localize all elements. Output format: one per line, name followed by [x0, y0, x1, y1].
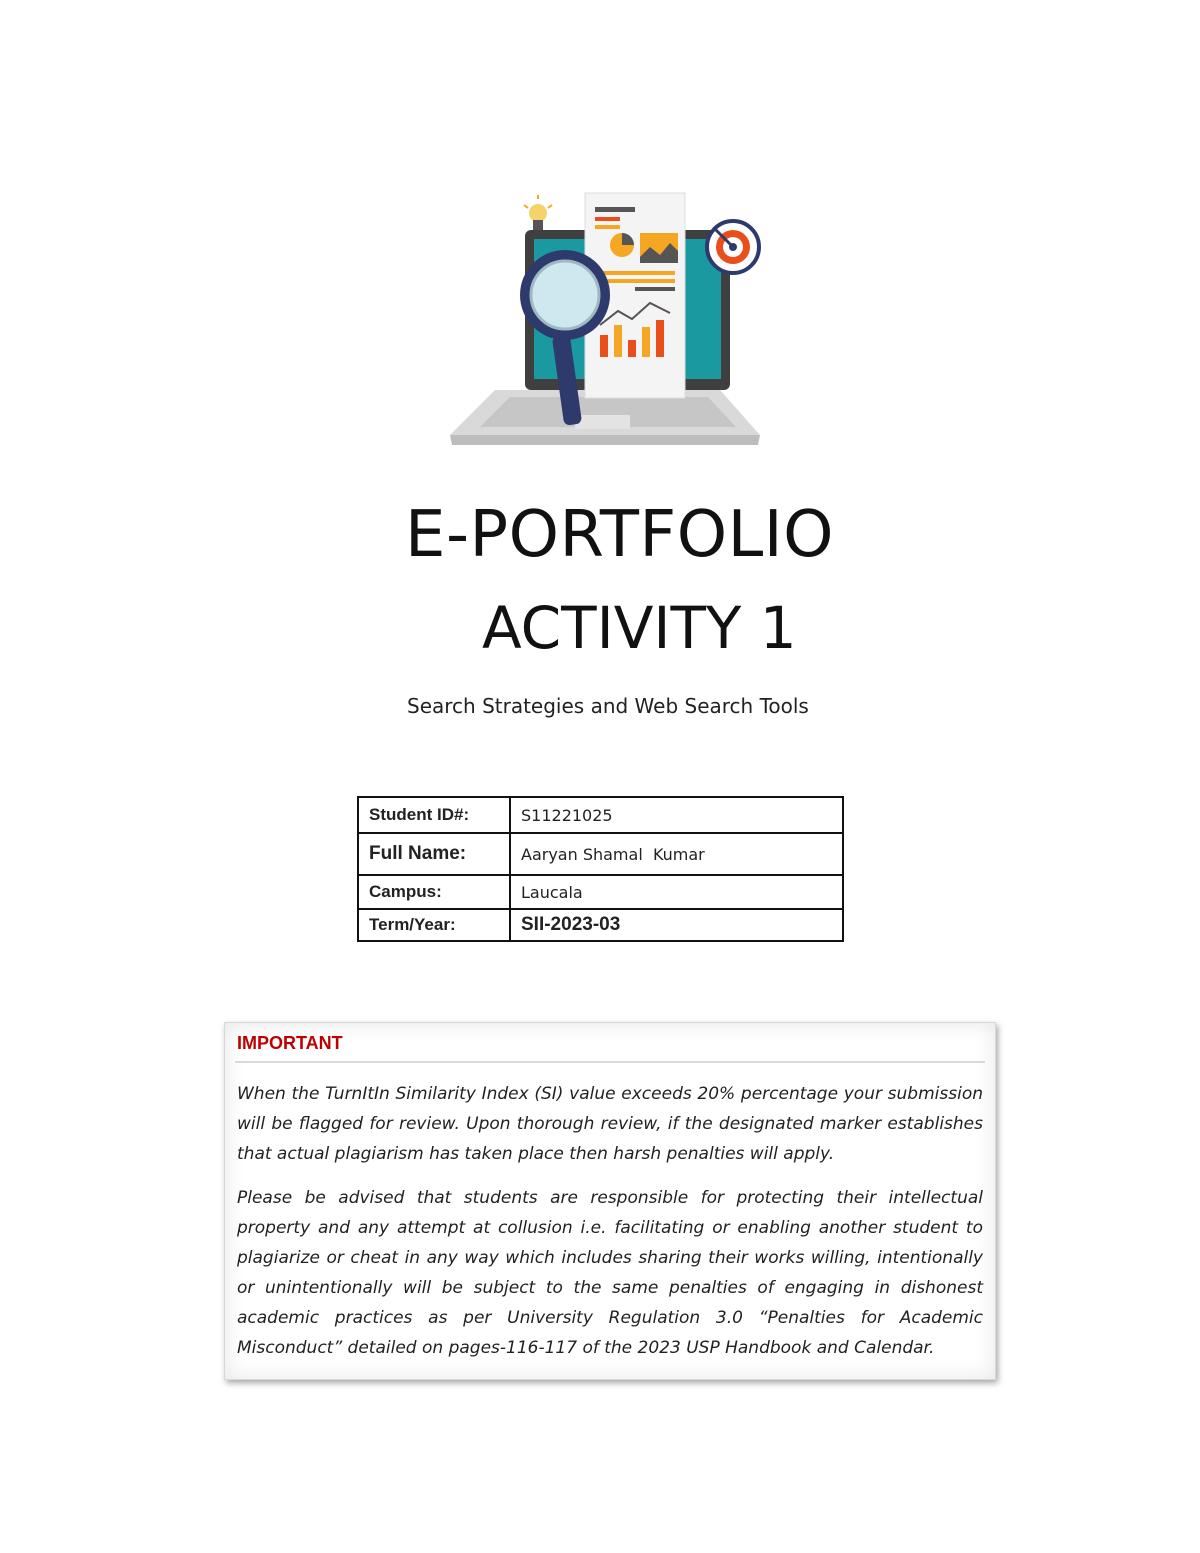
notice-divider	[235, 1061, 985, 1063]
table-row	[358, 909, 843, 941]
important-notice-box	[224, 1022, 996, 1380]
notice-heading: IMPORTANT	[237, 1033, 343, 1053]
campus-value: Laucala	[510, 875, 843, 909]
notice-paragraph-1: When the TurnItIn Similarity Index (SI) value exceeds 20% percentage your submission will be flagged for review. Upon thorough review, if the designated marker establishes that actual plagiarism has taken place then harsh penalties will apply.	[237, 1084, 983, 1164]
title-line-1-text: E-PORTFOLIO	[405, 498, 834, 572]
term-year-label: Term/Year:	[358, 909, 510, 941]
lightbulb-icon	[524, 195, 552, 230]
target-icon	[707, 221, 759, 273]
full-name-label: Full Name:	[358, 833, 510, 875]
table-row	[358, 875, 843, 909]
student-id-label: Student ID#:	[358, 797, 510, 833]
subtitle: Search Strategies and Web Search Tools	[407, 694, 809, 718]
term-year-value: SII-2023-03	[510, 909, 843, 941]
title-line-2: ACTIVITY 1	[482, 594, 797, 662]
notice-paragraph-2: Please be advised that students are responsible for protecting their intellectual property and any attempt at collusion i.e. facilitating or enabling another student to plagiarize or cheat in any way which includes sharing their works willing, intentionally or unintentionally will be subject to the same penalties of engaging in dishonest academic practices as per University Regulation 3.0 “Penalties for Academic Misconduct” detailed on pages-116-117 of the 2023 USP Handbook and Calendar.	[237, 1188, 983, 1358]
notice-body	[237, 1079, 983, 1377]
student-info-table	[357, 796, 844, 942]
cover-illustration	[440, 185, 770, 475]
full-name-value: Aaryan Shamal Kumar	[510, 833, 843, 875]
student-id-value: S11221025	[510, 797, 843, 833]
table-row	[358, 833, 843, 875]
table-row	[358, 797, 843, 833]
campus-label: Campus:	[358, 875, 510, 909]
